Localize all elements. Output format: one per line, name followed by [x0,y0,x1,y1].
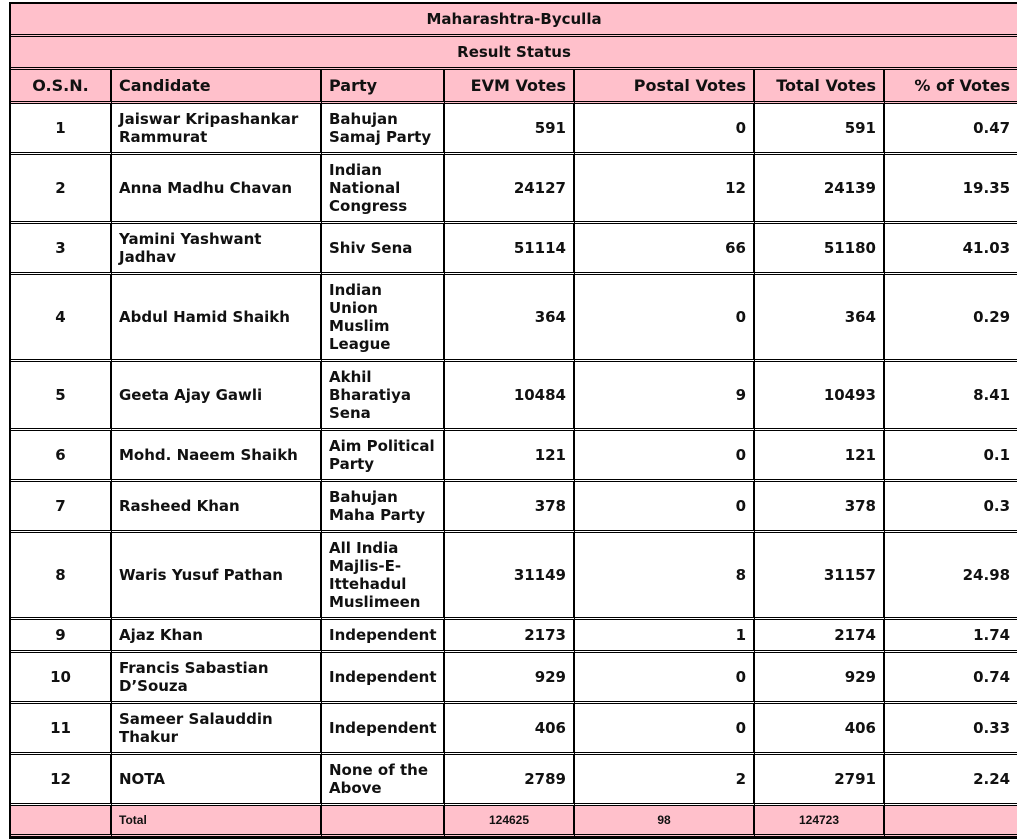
osn-cell: 12 [11,755,112,806]
candidate-cell: Sameer Salauddin Thakur [112,704,322,755]
candidate-cell: Rasheed Khan [112,482,322,533]
total-total-votes: 124723 [755,806,885,837]
total-votes-cell: 591 [755,104,885,155]
total-votes-cell: 2791 [755,755,885,806]
percent-votes-cell: 0.74 [885,653,1017,704]
percent-votes-cell: 41.03 [885,224,1017,275]
candidate-cell: Jaiswar Kripashankar Rammurat [112,104,322,155]
percent-votes-cell: 1.74 [885,620,1017,653]
osn-cell: 2 [11,155,112,224]
table-row [11,104,1017,155]
candidate-cell: Ajaz Khan [112,620,322,653]
osn-cell: 1 [11,104,112,155]
evm-votes-cell: 929 [445,653,575,704]
party-cell: Independent [322,653,445,704]
party-cell: None of the Above [322,755,445,806]
table-row [11,482,1017,533]
table-row [11,533,1017,620]
evm-votes-cell: 406 [445,704,575,755]
candidate-cell: Mohd. Naeem Shaikh [112,431,322,482]
evm-votes-cell: 51114 [445,224,575,275]
postal-votes-cell: 0 [575,431,755,482]
total-percent [885,806,1017,837]
evm-votes-cell: 591 [445,104,575,155]
subtitle-row [11,37,1017,70]
postal-votes-cell: 0 [575,104,755,155]
percent-votes-cell: 0.47 [885,104,1017,155]
party-cell: Akhil Bharatiya Sena [322,362,445,431]
table-row [11,704,1017,755]
osn-cell: 6 [11,431,112,482]
postal-votes-cell: 0 [575,275,755,362]
postal-votes-cell: 8 [575,533,755,620]
candidate-cell: Waris Yusuf Pathan [112,533,322,620]
candidate-cell: Geeta Ajay Gawli [112,362,322,431]
total-votes-cell: 929 [755,653,885,704]
osn-cell: 7 [11,482,112,533]
evm-votes-cell: 10484 [445,362,575,431]
total-votes-cell: 10493 [755,362,885,431]
percent-votes-cell: 0.33 [885,704,1017,755]
osn-cell: 11 [11,704,112,755]
total-votes-cell: 31157 [755,533,885,620]
col-header-osn: O.S.N. [11,70,112,104]
evm-votes-cell: 24127 [445,155,575,224]
total-votes-cell: 24139 [755,155,885,224]
postal-votes-cell: 12 [575,155,755,224]
evm-votes-cell: 2789 [445,755,575,806]
osn-cell: 10 [11,653,112,704]
candidate-cell: NOTA [112,755,322,806]
postal-votes-cell: 0 [575,704,755,755]
constituency-title: Maharashtra-Byculla [11,4,1017,37]
postal-votes-cell: 0 [575,482,755,533]
percent-votes-cell: 19.35 [885,155,1017,224]
evm-votes-cell: 31149 [445,533,575,620]
percent-votes-cell: 24.98 [885,533,1017,620]
party-cell: Bahujan Maha Party [322,482,445,533]
total-row [11,806,1017,837]
col-header-candidate: Candidate [112,70,322,104]
total-votes-cell: 364 [755,275,885,362]
postal-votes-cell: 1 [575,620,755,653]
total-postal-votes: 98 [575,806,755,837]
party-cell: Indian National Congress [322,155,445,224]
osn-cell: 8 [11,533,112,620]
party-cell: Independent [322,620,445,653]
evm-votes-cell: 364 [445,275,575,362]
title-row [11,4,1017,37]
total-party-cell [322,806,445,837]
col-header-total-votes: Total Votes [755,70,885,104]
table-row [11,155,1017,224]
col-header-evm-votes: EVM Votes [445,70,575,104]
candidate-cell: Abdul Hamid Shaikh [112,275,322,362]
party-cell: All India Majlis-E-Ittehadul Muslimeen [322,533,445,620]
osn-cell: 3 [11,224,112,275]
table-row [11,755,1017,806]
col-header-party: Party [322,70,445,104]
osn-cell: 5 [11,362,112,431]
osn-cell: 9 [11,620,112,653]
table-row [11,431,1017,482]
result-status-title: Result Status [11,37,1017,70]
party-cell: Bahujan Samaj Party [322,104,445,155]
candidate-cell: Francis Sabastian D’Souza [112,653,322,704]
col-header-postal-votes: Postal Votes [575,70,755,104]
evm-votes-cell: 378 [445,482,575,533]
party-cell: Indian Union Muslim League [322,275,445,362]
candidate-cell: Anna Madhu Chavan [112,155,322,224]
postal-votes-cell: 0 [575,653,755,704]
candidate-cell: Yamini Yashwant Jadhav [112,224,322,275]
col-header-percent-votes: % of Votes [885,70,1017,104]
table-row [11,620,1017,653]
total-evm-votes: 124625 [445,806,575,837]
party-cell: Shiv Sena [322,224,445,275]
osn-cell: 4 [11,275,112,362]
total-label: Total [112,806,322,837]
percent-votes-cell: 8.41 [885,362,1017,431]
results-table [9,2,1017,839]
total-votes-cell: 51180 [755,224,885,275]
table-row [11,653,1017,704]
party-cell: Independent [322,704,445,755]
postal-votes-cell: 66 [575,224,755,275]
results-table-container [9,2,1017,839]
table-row [11,224,1017,275]
postal-votes-cell: 9 [575,362,755,431]
total-votes-cell: 121 [755,431,885,482]
postal-votes-cell: 2 [575,755,755,806]
total-osn-cell [11,806,112,837]
percent-votes-cell: 0.29 [885,275,1017,362]
total-votes-cell: 378 [755,482,885,533]
party-cell: Aim Political Party [322,431,445,482]
total-votes-cell: 2174 [755,620,885,653]
table-row [11,362,1017,431]
percent-votes-cell: 0.3 [885,482,1017,533]
evm-votes-cell: 121 [445,431,575,482]
percent-votes-cell: 2.24 [885,755,1017,806]
table-row [11,275,1017,362]
header-row [11,70,1017,104]
evm-votes-cell: 2173 [445,620,575,653]
percent-votes-cell: 0.1 [885,431,1017,482]
total-votes-cell: 406 [755,704,885,755]
